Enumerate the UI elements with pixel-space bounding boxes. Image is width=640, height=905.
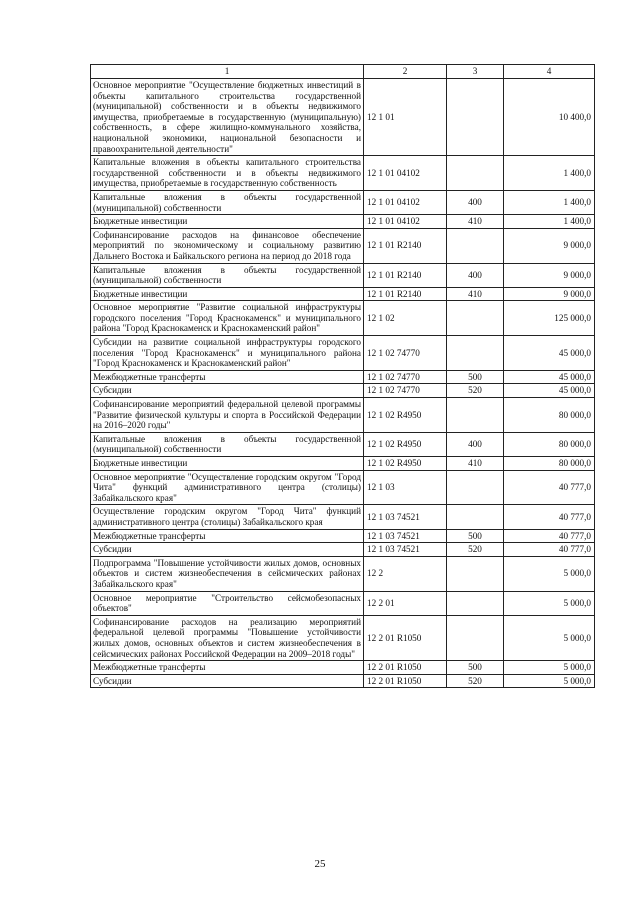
- row-name-cell: Основное мероприятие "Осуществление бюджетных инвестиций в объекты капитального строительства государственной (муниципальной) собственности и в объекты недвижимого имущества, приобретаемые в государственную (муниципальную) собственность, в сфере жилищно-коммунального хозяйства, национальной экономики, национальной безопасности и правоохранительной деятельности": [91, 79, 364, 156]
- header-cell: 1: [91, 65, 364, 79]
- table-header-row: [91, 65, 595, 79]
- row-name-cell: Подпрограмма "Повышение устойчивости жилых домов, основных объектов и систем жизнеобеспечения в сейсмических районах Забайкальского края": [91, 556, 364, 591]
- row-type-cell: 410: [447, 215, 504, 229]
- document-page: [90, 64, 594, 688]
- row-amount-cell: 1 400,0: [504, 215, 595, 229]
- row-amount-cell: 9 000,0: [504, 287, 595, 301]
- row-name-cell: Софинансирование расходов на финансовое обеспечение мероприятий по экономическому и социальному развитию Дальнего Востока и Байкальского региона на период до 2018 года: [91, 228, 364, 263]
- row-type-cell: [447, 301, 504, 336]
- row-code-cell: 12 2: [364, 556, 447, 591]
- row-name-cell: Софинансирование мероприятий федеральной целевой программы "Развитие физической культуры и спорта в Российской Федерации на 2016–2020 годы": [91, 398, 364, 433]
- table-row: [91, 398, 595, 433]
- row-name-cell: Субсидии на развитие социальной инфраструктуры городского поселения "Город Краснокаменск" и муниципального района "Город Краснокаменск и Краснокаменский район": [91, 336, 364, 371]
- row-code-cell: 12 1 02: [364, 301, 447, 336]
- row-type-cell: 400: [447, 263, 504, 287]
- row-type-cell: 410: [447, 287, 504, 301]
- row-code-cell: 12 1 03 74521: [364, 505, 447, 529]
- budget-table: [90, 64, 595, 688]
- row-code-cell: 12 1 03: [364, 470, 447, 505]
- table-row: [91, 556, 595, 591]
- table-row: [91, 336, 595, 371]
- row-amount-cell: 1 400,0: [504, 190, 595, 214]
- row-code-cell: 12 1 01 04102: [364, 215, 447, 229]
- row-code-cell: 12 1 02 74770: [364, 370, 447, 384]
- table-row: [91, 301, 595, 336]
- table-row: [91, 287, 595, 301]
- row-amount-cell: 80 000,0: [504, 432, 595, 456]
- row-amount-cell: 5 000,0: [504, 615, 595, 660]
- row-name-cell: Капитальные вложения в объекты капитального строительства государственной собственности и в объекты недвижимого имущества, приобретаемые в государственную собственность: [91, 156, 364, 191]
- row-type-cell: 410: [447, 457, 504, 471]
- row-name-cell: Межбюджетные трансферты: [91, 661, 364, 675]
- row-type-cell: [447, 398, 504, 433]
- row-code-cell: 12 1 02 74770: [364, 336, 447, 371]
- row-name-cell: Межбюджетные трансферты: [91, 370, 364, 384]
- table-row: [91, 228, 595, 263]
- table-row: [91, 674, 595, 688]
- row-amount-cell: 5 000,0: [504, 591, 595, 615]
- row-code-cell: 12 1 02 R4950: [364, 457, 447, 471]
- row-code-cell: 12 1 02 74770: [364, 384, 447, 398]
- row-amount-cell: 10 400,0: [504, 79, 595, 156]
- table-row: [91, 370, 595, 384]
- row-name-cell: Межбюджетные трансферты: [91, 529, 364, 543]
- row-amount-cell: 40 777,0: [504, 470, 595, 505]
- row-amount-cell: 80 000,0: [504, 398, 595, 433]
- row-type-cell: 500: [447, 370, 504, 384]
- table-row: [91, 529, 595, 543]
- row-type-cell: 520: [447, 384, 504, 398]
- row-amount-cell: 9 000,0: [504, 228, 595, 263]
- row-type-cell: [447, 79, 504, 156]
- row-amount-cell: 1 400,0: [504, 156, 595, 191]
- row-name-cell: Бюджетные инвестиции: [91, 287, 364, 301]
- row-type-cell: [447, 556, 504, 591]
- row-code-cell: 12 1 03 74521: [364, 543, 447, 557]
- row-amount-cell: 40 777,0: [504, 505, 595, 529]
- table-row: [91, 215, 595, 229]
- table-row: [91, 190, 595, 214]
- row-name-cell: Бюджетные инвестиции: [91, 215, 364, 229]
- row-amount-cell: 45 000,0: [504, 336, 595, 371]
- table-row: [91, 661, 595, 675]
- row-code-cell: 12 2 01 R1050: [364, 615, 447, 660]
- row-name-cell: Софинансирование расходов на реализацию мероприятий федеральной целевой программы "Повышение устойчивости жилых домов, основных объектов и систем жизнеобеспечения в сейсмических районах Российской Федерации на 2009–2018 годы": [91, 615, 364, 660]
- table-row: [91, 543, 595, 557]
- row-type-cell: 520: [447, 543, 504, 557]
- table-row: [91, 615, 595, 660]
- table-row: [91, 505, 595, 529]
- row-amount-cell: 5 000,0: [504, 674, 595, 688]
- row-amount-cell: 45 000,0: [504, 370, 595, 384]
- row-code-cell: 12 1 01 04102: [364, 190, 447, 214]
- row-name-cell: Капитальные вложения в объекты государственной (муниципальной) собственности: [91, 263, 364, 287]
- row-amount-cell: 40 777,0: [504, 529, 595, 543]
- row-type-cell: 500: [447, 529, 504, 543]
- row-type-cell: [447, 336, 504, 371]
- row-name-cell: Субсидии: [91, 384, 364, 398]
- page-number: 25: [314, 858, 326, 870]
- row-name-cell: Основное мероприятие "Строительство сейсмобезопасных объектов": [91, 591, 364, 615]
- table-row: [91, 457, 595, 471]
- row-name-cell: Капитальные вложения в объекты государственной (муниципальной) собственности: [91, 432, 364, 456]
- row-amount-cell: 125 000,0: [504, 301, 595, 336]
- row-amount-cell: 80 000,0: [504, 457, 595, 471]
- row-amount-cell: 5 000,0: [504, 661, 595, 675]
- row-code-cell: 12 1 01 R2140: [364, 228, 447, 263]
- table-row: [91, 263, 595, 287]
- row-code-cell: 12 2 01: [364, 591, 447, 615]
- row-type-cell: [447, 505, 504, 529]
- row-name-cell: Субсидии: [91, 543, 364, 557]
- row-code-cell: 12 1 01 04102: [364, 156, 447, 191]
- row-type-cell: [447, 591, 504, 615]
- row-code-cell: 12 2 01 R1050: [364, 661, 447, 675]
- row-type-cell: [447, 615, 504, 660]
- table-row: [91, 384, 595, 398]
- header-cell: 3: [447, 65, 504, 79]
- row-type-cell: [447, 470, 504, 505]
- row-code-cell: 12 1 02 R4950: [364, 398, 447, 433]
- row-type-cell: 520: [447, 674, 504, 688]
- row-name-cell: Осуществление городским округом "Город Чита" функций административного центра (столицы) Забайкальского края: [91, 505, 364, 529]
- table-row: [91, 432, 595, 456]
- table-row: [91, 79, 595, 156]
- row-type-cell: [447, 228, 504, 263]
- row-name-cell: Основное мероприятие "Развитие социальной инфраструктуры городского поселения "Город Краснокаменск" и муниципального района "Город Краснокаменск и Краснокаменский район": [91, 301, 364, 336]
- row-code-cell: 12 1 01: [364, 79, 447, 156]
- row-type-cell: 400: [447, 190, 504, 214]
- header-cell: 4: [504, 65, 595, 79]
- row-name-cell: Бюджетные инвестиции: [91, 457, 364, 471]
- row-code-cell: 12 1 02 R4950: [364, 432, 447, 456]
- row-amount-cell: 9 000,0: [504, 263, 595, 287]
- row-type-cell: 400: [447, 432, 504, 456]
- row-code-cell: 12 1 01 R2140: [364, 263, 447, 287]
- row-amount-cell: 45 000,0: [504, 384, 595, 398]
- row-type-cell: 500: [447, 661, 504, 675]
- row-code-cell: 12 1 01 R2140: [364, 287, 447, 301]
- row-code-cell: 12 2 01 R1050: [364, 674, 447, 688]
- header-cell: 2: [364, 65, 447, 79]
- row-name-cell: Капитальные вложения в объекты государственной (муниципальной) собственности: [91, 190, 364, 214]
- row-amount-cell: 5 000,0: [504, 556, 595, 591]
- row-name-cell: Субсидии: [91, 674, 364, 688]
- table-row: [91, 470, 595, 505]
- row-code-cell: 12 1 03 74521: [364, 529, 447, 543]
- table-row: [91, 591, 595, 615]
- row-amount-cell: 40 777,0: [504, 543, 595, 557]
- table-row: [91, 156, 595, 191]
- row-type-cell: [447, 156, 504, 191]
- row-name-cell: Основное мероприятие "Осуществление городским округом "Город Чита" функций административного центра (столицы) Забайкальского края": [91, 470, 364, 505]
